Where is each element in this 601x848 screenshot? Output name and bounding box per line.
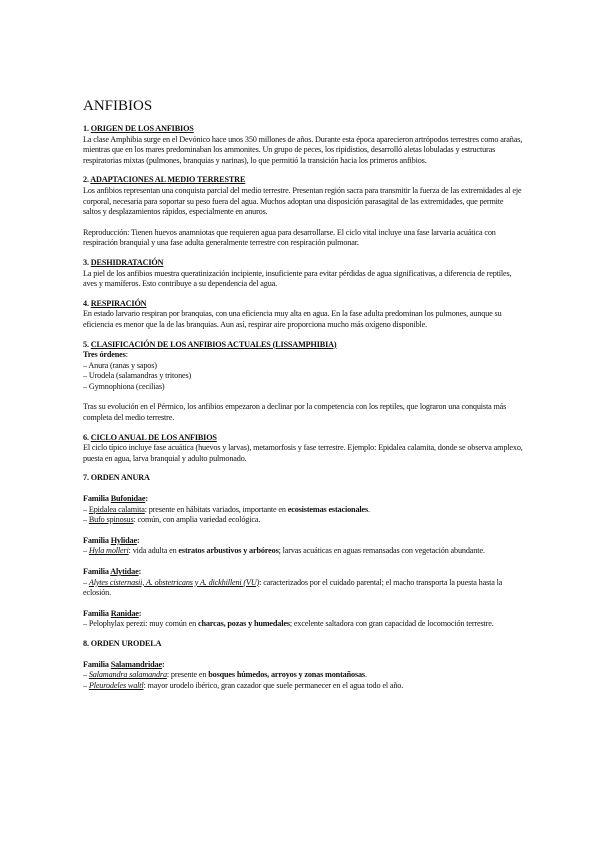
section-heading: 4. RESPIRACIÓN [83,298,147,308]
list-item: – Gymnophiona (cecilias) [83,381,165,391]
section-clasificacion [83,340,523,424]
species-entry: – Salamandra salamandra: presente en bosques húmedos, arroyos y zonas montañosas. [83,670,367,680]
family-salamandridae [83,660,523,692]
section-orden-anura [83,473,523,630]
section-text: El ciclo típico incluye fase acuática (huevos y larvas), metamorfosis y fase terrestre. Ejemplo: Epidalea calamita, donde se observa amplexo, puesta en agua, larva branquial y adulto pulmonado. [83,443,523,463]
section-ciclo-anual [83,433,523,465]
species-entry: – Pelophylax perezi: muy común en charcas, pozas y humedales; excelente saltadora con gran capacidad de locomoción terrestre. [83,619,494,629]
orders-list [83,361,523,393]
section-heading: 8. ORDEN URODELA [83,638,162,648]
list-item: – Urodela (salamandras y tritones) [83,371,192,381]
species-entry: – Bufo spinosus: común, con amplia variedad ecológica. [83,515,261,525]
section-respiracion [83,299,523,331]
section-text: La piel de los anfibios muestra queratinización incipiente, insuficiente para evitar pérdidas de agua significativas, a diferencia de reptiles, aves y mamíferos. Esto contribuye a su dependencia del agua. [83,268,512,289]
family-name: Familia Salamandridae: [83,659,165,669]
family-bufonidae [83,494,523,526]
species-entry: – Epidalea calamita: presente en hábitats variados, importante en ecosistemas estacionales. [83,504,370,514]
section-deshidratacion [83,258,523,290]
section-heading: 5. CLASIFICACIÓN DE LOS ANFIBIOS ACTUALES (LISSAMPHIBIA) [83,339,337,349]
family-name: Familia Ranidae: [83,608,142,618]
section-origen [83,124,523,166]
section-adaptaciones [83,175,523,249]
species-entry: – Pleurodeles waltl: mayor urodelo ibérico, gran cazador que suele permanecer en el agua todo el año. [83,680,404,690]
section-orden-urodela [83,639,523,691]
family-name: Familia Hylidae: [83,535,140,545]
species-entry: – Alytes cisternasii, A. obstetricans y A. dickhilleni (VU): caracterizados por el cuidado parental; el macho transporta la puesta hasta la eclosión. [83,577,503,598]
section-text-reproduccion: Reproducción: Tienen huevos anamniotas que requieren agua para desarrollarse. El ciclo vital incluye una fase larvaria acuática con respiración branquial y una fase adulta generalmente terrestre con respiración pulmonar. [83,227,496,248]
document-body [83,98,523,700]
section-heading: 3. DESHIDRATACIÓN [83,257,164,267]
family-name: Familia Alytidae: [83,567,142,576]
family-ranidae [83,609,523,630]
section-heading: 6. CICLO ANUAL DE LOS ANFIBIOS [83,432,217,442]
orders-label: Tres órdenes: [83,350,128,360]
family-alytidae [83,567,523,599]
section-text: La clase Amphibia surge en el Devónico hace unos 350 millones de años. Durante esta época aparecieron artrópodos terrestres como arañas, mientras que en los mares predominaban los ammonites. Un grupo de peces, los ripidistios, desarrolló aletas lobuladas y estructuras respiratorias mixtas (pulmones, branquias y narinas), lo que permitió la transición hacia los primeros anfibios. [83,134,523,165]
list-item: – Anura (ranas y sapos) [83,360,157,370]
section-text: Tras su evolución en el Pérmico, los anfibios empezaron a declinar por la competencia con los reptiles, que lograron una conquista más completa del medio terrestre. [83,402,507,423]
section-heading: 1. ORIGEN DE LOS ANFIBIOS [83,124,194,133]
family-name: Familia Bufonidae: [83,494,148,504]
page-title: ANFIBIOS [83,98,153,114]
section-heading: 2. ADAPTACIONES AL MEDIO TERRESTRE [83,175,246,185]
species-entry: – Hyla molleri: vida adulta en estratos arbustivos y arbóreos; larvas acuáticas en aguas remansadas con vegetación abundante. [83,546,485,556]
section-heading: 7. ORDEN ANURA [83,473,150,483]
section-text: En estado larvario respiran por branquias, con una eficiencia muy alta en agua. En la fase adulta predominan los pulmones, aunque su eficiencia es menor que la de las branquias. Aun así, respirar aire proporciona mucho más oxígeno disponible. [83,309,502,329]
family-hylidae [83,536,523,557]
section-text: Los anfibios representan una conquista parcial del medio terrestre. Presentan región sacra para transmitir la fuerza de las extremidades al eje corporal, necesaria para soportar su peso fuera del agua. Muchos adoptan una disposición parasagital de las extremidades, que permite saltos y desplazamientos rápidos, especialmente en anuros. [83,185,522,217]
